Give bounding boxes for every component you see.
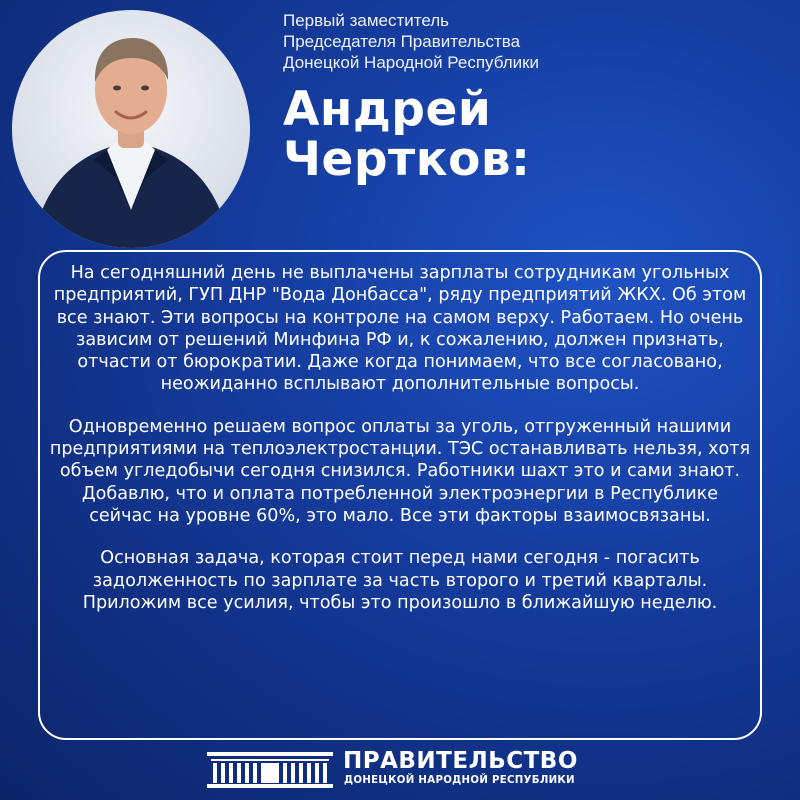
speaker-portrait (12, 10, 250, 248)
quote-paragraph: Одновременно решаем вопрос оплаты за уголь, отгруженный нашими предприятиями на теплоэлектростанции. ТЭС останавливать нельзя, хотя объем угледобычи сегодня снизился. Работники шахт это и сами знают. Добавлю, что и оплата потребленной электроэнергии в Республике сейчас на уровне 60%, это мало. Все эти факторы взаимосвязаны. (49, 416, 751, 526)
quote-paragraph: Основная задача, которая стоит перед нами сегодня - погасить задолженность по зарплате за часть второго и третий кварталы. Приложим все усилия, чтобы это произошло в ближайшую неделю. (82, 548, 718, 613)
org-subtitle: ДОНЕЦКОЙ НАРОДНОЙ РЕСПУБЛИКИ (344, 775, 575, 786)
speaker-role (283, 10, 703, 73)
role-line: Первый заместитель (283, 11, 450, 30)
quote-paragraph: На сегодняшний день не выплачены зарплаты сотрудникам угольных предприятий, ГУП ДНР "Вода Донбасса", ряду предприятий ЖКХ. Об этом все знают. Эти вопросы на контроле на самом верху. Работаем. Но очень зависим от решений Минфина РФ и, к сожалению, должен признать, отчасти от бюрократии. Даже когда понимаем, что все согласовано, неожиданно всплывают дополнительные вопросы. (53, 263, 747, 395)
government-building-icon (207, 752, 333, 788)
name-line-first: Андрей (283, 82, 492, 137)
name-line-last: Чертков: (283, 132, 531, 187)
org-name: ПРАВИТЕЛЬСТВО (343, 748, 578, 774)
role-line: Донецкой Народной Республики (283, 53, 540, 72)
role-line: Председателя Правительства (283, 32, 521, 51)
government-logo (207, 748, 607, 792)
speaker-name (283, 82, 531, 187)
quote-box (38, 250, 762, 740)
